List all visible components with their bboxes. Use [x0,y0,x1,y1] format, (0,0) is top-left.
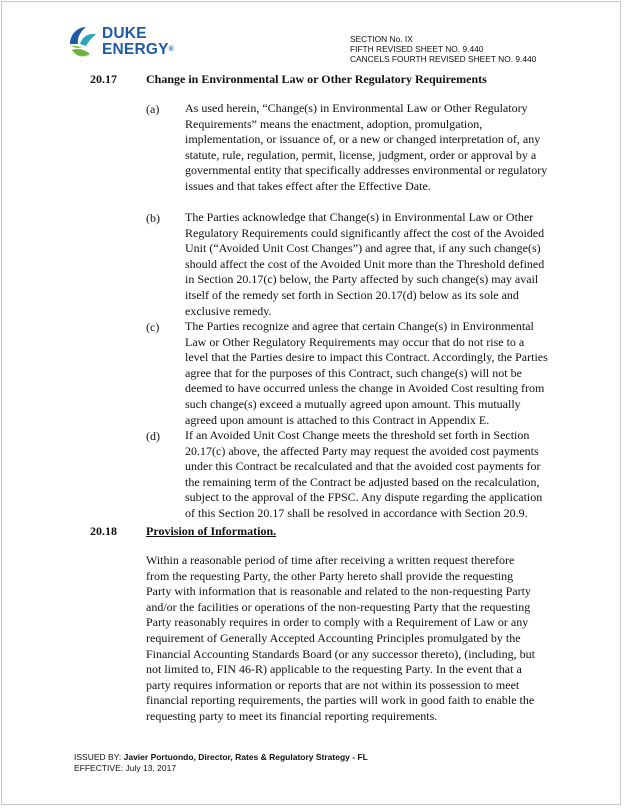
para-b-text: The Parties acknowledge that Change(s) in Environmental Law or Other Regulatory Requirements could significantly affect the cost of the Avoided Unit (“Avoided Unit Cost Changes”) and agree that, if any such change(s) should affect the cost of the Avoided Unit more than the Threshold defined in Section 20.17(c) below, the Party affected by such change(s) may avail itself of the remedy set forth in Section 20.17(d) below as its sole and exclusive remedy. [185,210,545,318]
issued-by-value: Javier Portuondo, Director, Rates & Regulatory Strategy - FL [123,752,368,762]
sheet-info [350,34,536,64]
para-c-letter: (c) [146,320,160,334]
logo-line-1: DUKE [102,25,147,42]
effective-label: EFFECTIVE: [74,762,124,773]
cancels-sheet: CANCELS FOURTH REVISED SHEET NO. 9.440 [350,54,537,64]
sheet-number: FIFTH REVISED SHEET NO. 9.440 [350,44,484,54]
logo-line-2: ENERGY [102,41,169,58]
footer [74,752,368,773]
effective-value: July 13, 2017 [125,762,177,773]
section-20-17-title: Change in Environmental Law or Other Regulatory Requirements [146,72,487,86]
issued-by-label: ISSUED BY: [74,752,122,762]
section-number: SECTION No. IX [350,34,413,44]
duke-energy-mark-icon [66,24,100,64]
para-d-text: If an Avoided Unit Cost Change meets the threshold set forth in Section 20.17(c) above, the affected Party may request the avoided cost payments under this Contract be recalculated and that the avoided cost payments for the remaining term of the Contract be adjusted based on the recalculation, subject to the approval of the FPSC. Any dispute regarding the application of this Section 20.17 shall be resolved in accordance with Section 20.9. [185,428,543,520]
section-20-18-number: 20.18 [90,524,117,538]
logo-registered-mark: ® [168,46,175,53]
section-20-17-number: 20.17 [90,72,117,86]
section-20-17-heading [90,72,487,87]
duke-energy-logo [66,24,186,68]
section-20-18-heading [90,524,276,539]
para-d-letter: (d) [146,429,160,443]
section-20-18-title: Provision of Information. [146,524,277,538]
para-b-letter: (b) [146,211,160,225]
para-c-text: The Parties recognize and agree that certain Change(s) in Environmental Law or Other Regulatory Requirements may occur that do not rise to a level that the Parties desire to impact this Contract. Accordingly, the Parties agree that for the purposes of this Contract, such change(s) will not be deemed to have occurred unless the change in Avoided Cost resulting from such change(s) exceed a mutually agreed upon amount. This mutually agreed upon amount is attached to this Contract in Appendix E. [185,319,548,427]
para-a-letter: (a) [146,102,160,116]
section-20-18-text: Within a reasonable period of time after receiving a written request therefore from the requesting Party, the other Party hereto shall provide the requesting Party with information that is reasonable and related to the non-requesting Party and/or the facilities or operations of the non-requesting Party that the requesting Party reasonably requires in order to comply with a Requirement of Law or any requirement of Generally Accepted Accounting Principles promulgated by the Financial Accounting Standards Board (or any successor thereto), (including, but not limited to, FIN 46-R) applicable to the requesting Party. In the event that a party requires information or reports that are not within its possession to meet financial reporting requirements, the parties will work in good faith to enable the requesting party to meet its financial reporting requirements. [146,553,535,723]
para-a-text: As used herein, “Change(s) in Environmental Law or Other Regulatory Requirements” means the enactment, adoption, promulgation, implementation, or issuance of, or a new or changed interpretation of, any statute, rule, regulation, permit, license, judgment, order or approval by a governmental entity that specifically addresses environmental or regulatory issues and that takes effect after the Effective Date. [185,101,548,193]
